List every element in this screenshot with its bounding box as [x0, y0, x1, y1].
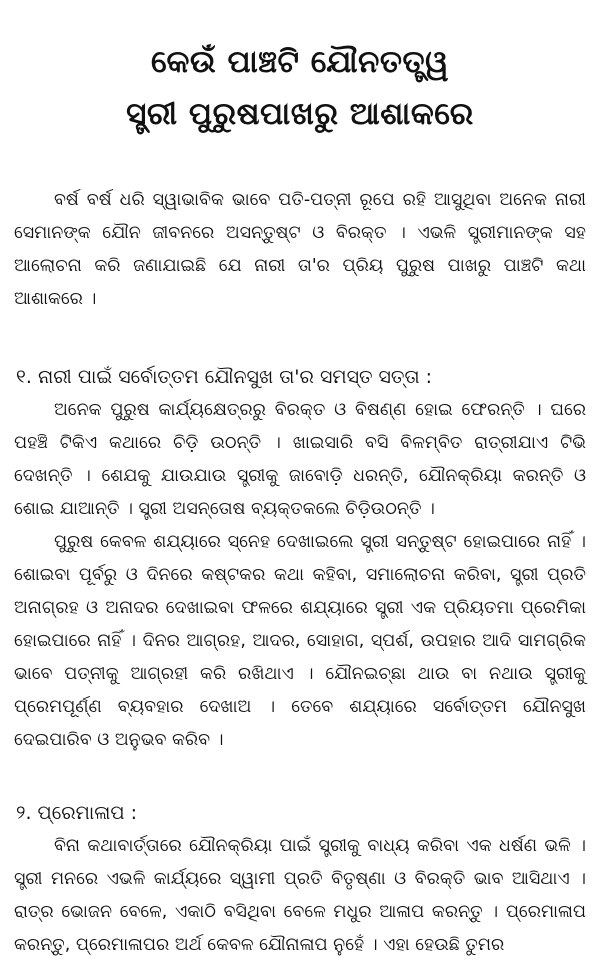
- section-1-paragraph-1: ଅନେକ ପୁରୁଷ କାର୍ଯ୍ୟକ୍ଷେତ୍ରରୁ ବିରକ୍ତ ଓ ବିଷଣ୍ଣ ହୋଇ ଫେରନ୍ତି । ଘରେ ପହଞ୍ଚି ଟିକିଏ କଥାରେ ଚିଡ଼ି ଉଠନ୍ତି । ଖାଇସାରି ବସି ବିଳମ୍ବିତ ରାତ୍ରୀଯାଏ ଟିଭି ଦେଖନ୍ତି । ଶେଯକୁ ଯାଉଯାଉ ସ୍ତ୍ରୀକୁ ଜାବୋଡ଼ି ଧରନ୍ତି, ଯୌନକ୍ରିୟା କରନ୍ତି ଓ ଶୋଇ ଯାଆନ୍ତି । ସ୍ତ୍ରୀ ଅସନ୍ତୋଷ ବ୍ୟକ୍ତକଲେ ଚିଡ଼ିଉଠନ୍ତି ।: [14, 400, 586, 519]
- section-1-heading: ୧. ନାରୀ ପାଇଁ ସର୍ବୋତ୍ତମ ଯୌନସୁଖ ତା'ର ସମସ୍ତ ସତ୍ତା :: [16, 366, 433, 388]
- title-line-2: ସ୍ତ୍ରୀ ପୁରୁଷପାଖରୁ ଆଶାକରେ: [126, 96, 474, 132]
- section-2-paragraph-1: ବିନା କଥାବାର୍ତ୍ତାରେ ଯୌନକ୍ରିୟା ପାଇଁ ସ୍ତ୍ରୀକୁ ବାଧ୍ୟ କରିବା ଏକ ଧର୍ଷଣ ଭଳି । ସ୍ତ୍ରୀ ମନରେ ଏଭଳି କାର୍ଯ୍ୟରେ ସ୍ୱାମୀ ପ୍ରତି ବିତୃଷ୍ଣା ଓ ବିରକ୍ତି ଭାବ ଆସିଥାଏ । ରାତ୍ର ଭୋଜନ ବେଳେ, ଏକାଠି ବସିଥିବା ବେଳେ ମଧୁର ଆଳାପ କରନ୍ତୁ । ପ୍ରେମାଳାପ କରନ୍ତୁ, ପ୍ରେମାଳାପର ଅର୍ଥ କେବଳ ଯୌନାଳାପ ନୁହେଁ । ଏହା ହେଉଛି ତୁମର: [14, 836, 586, 955]
- section-1-paragraph-2: ପୁରୁଷ କେବଳ ଶଯ୍ୟାରେ ସ୍ନେହ ଦେଖାଇଲେ ସ୍ତ୍ରୀ ସନ୍ତୁଷ୍ଟ ହୋଇପାରେ ନାହିଁ । ଶୋଇବା ପୂର୍ବରୁ ଓ ଦିନରେ କଷ୍ଟକର କଥା କହିବା, ସମାଲୋଚନା କରିବା, ସ୍ତ୍ରୀ ପ୍ରତି ଅନାଗ୍ରହ ଓ ଅନାଦର ଦେଖାଇବା ଫଳରେ ଶଯ୍ୟାରେ ସ୍ତ୍ରୀ ଏକ ପ୍ରିୟତମା ପ୍ରେମିକା ହୋଇପାରେ ନାହିଁ । ଦିନର ଆଗ୍ରହ, ଆଦର, ସୋହାଗ, ସ୍ପର୍ଶ, ଉପହାର ଆଦି ସାମଗ୍ରିକ ଭାବେ ପତ୍ନୀକୁ ଆଗ୍ରହୀ କରି ରଖିଥାଏ । ଯୌନଇଚ୍ଛା ଥାଉ ବା ନଥାଉ ସ୍ତ୍ରୀକୁ ପ୍ରେମପୂର୍ଣ୍ଣ ବ୍ୟବହାର ଦେଖାଅ । ତେବେ ଶଯ୍ୟାରେ ସର୍ବୋତ୍ତମ ଯୌନସୁଖ ଦେଇପାରିବ ଓ ଅନୁଭବ କରିବ ।: [14, 532, 586, 750]
- intro-paragraph: ବର୍ଷ ବର୍ଷ ଧରି ସ୍ୱାଭାବିକ ଭାବେ ପତି-ପତ୍ନୀ ରୂପେ ରହି ଆସୁଥିବା ଅନେକ ନାରୀ ସେମାନଙ୍କ ଯୌନ ଜୀବନରେ ଅସନ୍ତୁଷ୍ଟ ଓ ବିରକ୍ତ । ଏଭଳି ସ୍ତ୍ରୀମାନଙ୍କ ସହ ଆଲୋଚନା କରି ଜଣାଯାଇଛି ଯେ ନାରୀ ତା'ର ପ୍ରିୟ ପୁରୁଷ ପାଖରୁ ପାଞ୍ଚଟି କଥା ଆଶାକରେ ।: [14, 190, 586, 309]
- section-2-heading: ୨. ପ୍ରେମାଳାପ :: [16, 802, 138, 824]
- article-title: [14, 36, 586, 140]
- title-line-1: କେଉଁ ପାଞ୍ଚଟି ଯୌନତତ୍ତ୍ୱ: [150, 44, 450, 80]
